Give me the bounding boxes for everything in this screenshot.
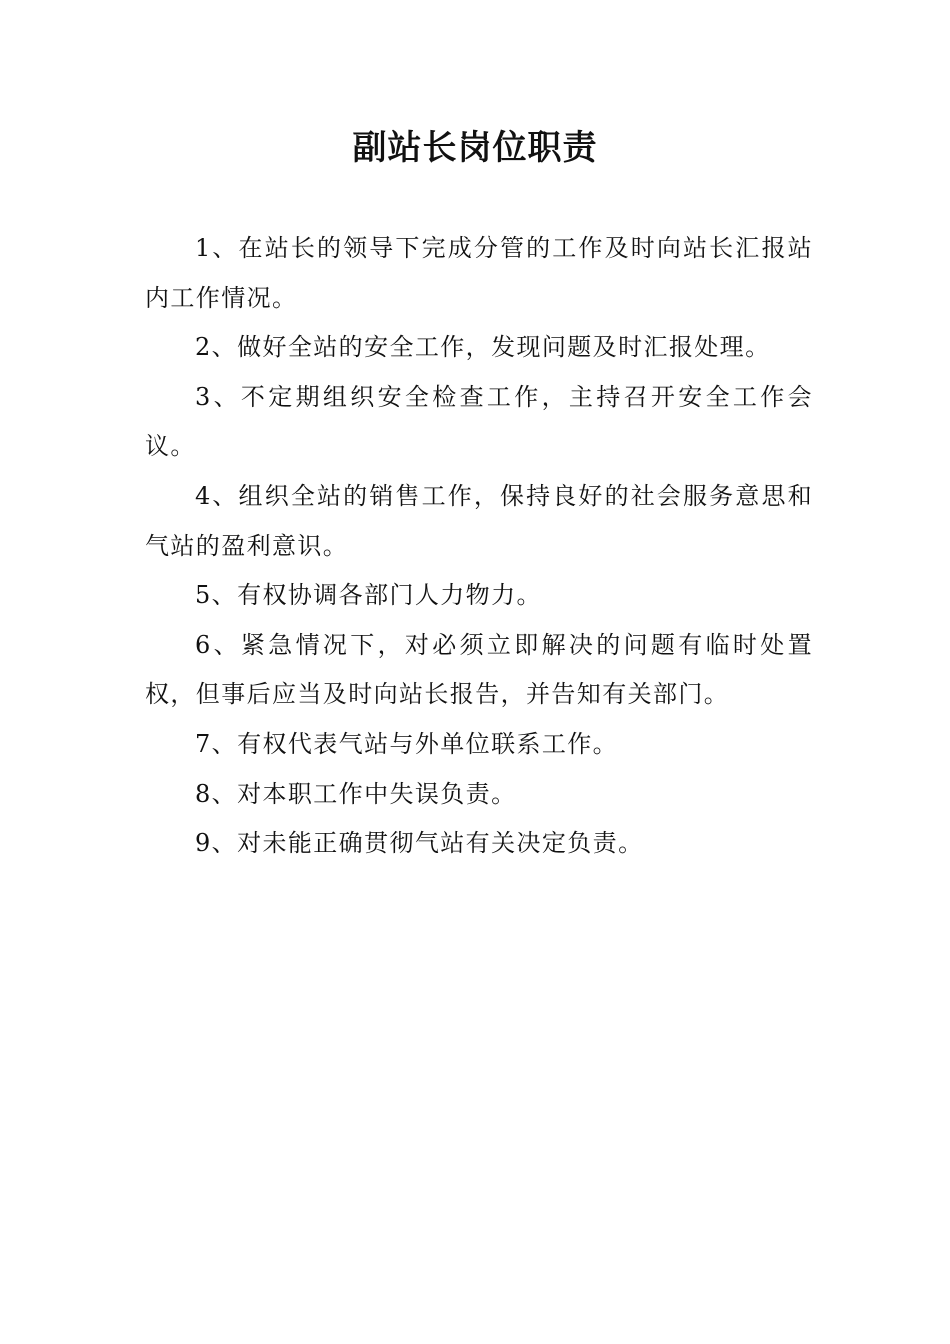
duty-list [145, 224, 813, 869]
duty-item-3: 3、不定期组织安全检查工作，主持召开安全工作会议。 [145, 382, 813, 461]
duty-item-2: 2、做好全站的安全工作，发现问题及时汇报处理。 [195, 333, 771, 362]
duty-item-7: 7、有权代表气站与外单位联系工作。 [195, 729, 619, 758]
duty-item-6: 6、紧急情况下，对必须立即解决的问题有临时处置权，但事后应当及时向站长报告，并告知有关部门。 [145, 630, 813, 709]
document-title: 副站长岗位职责 [352, 128, 598, 168]
duty-item-1: 1、在站长的领导下完成分管的工作及时向站长汇报站内工作情况。 [145, 234, 813, 312]
duty-item-8: 8、对本职工作中失误负责。 [195, 779, 517, 808]
duty-item-9: 9、对未能正确贯彻气站有关决定负责。 [195, 829, 644, 858]
duty-item-4: 4、组织全站的销售工作，保持良好的社会服务意思和气站的盈利意识。 [145, 481, 813, 560]
duty-item-5: 5、有权协调各部门人力物力。 [195, 581, 542, 610]
